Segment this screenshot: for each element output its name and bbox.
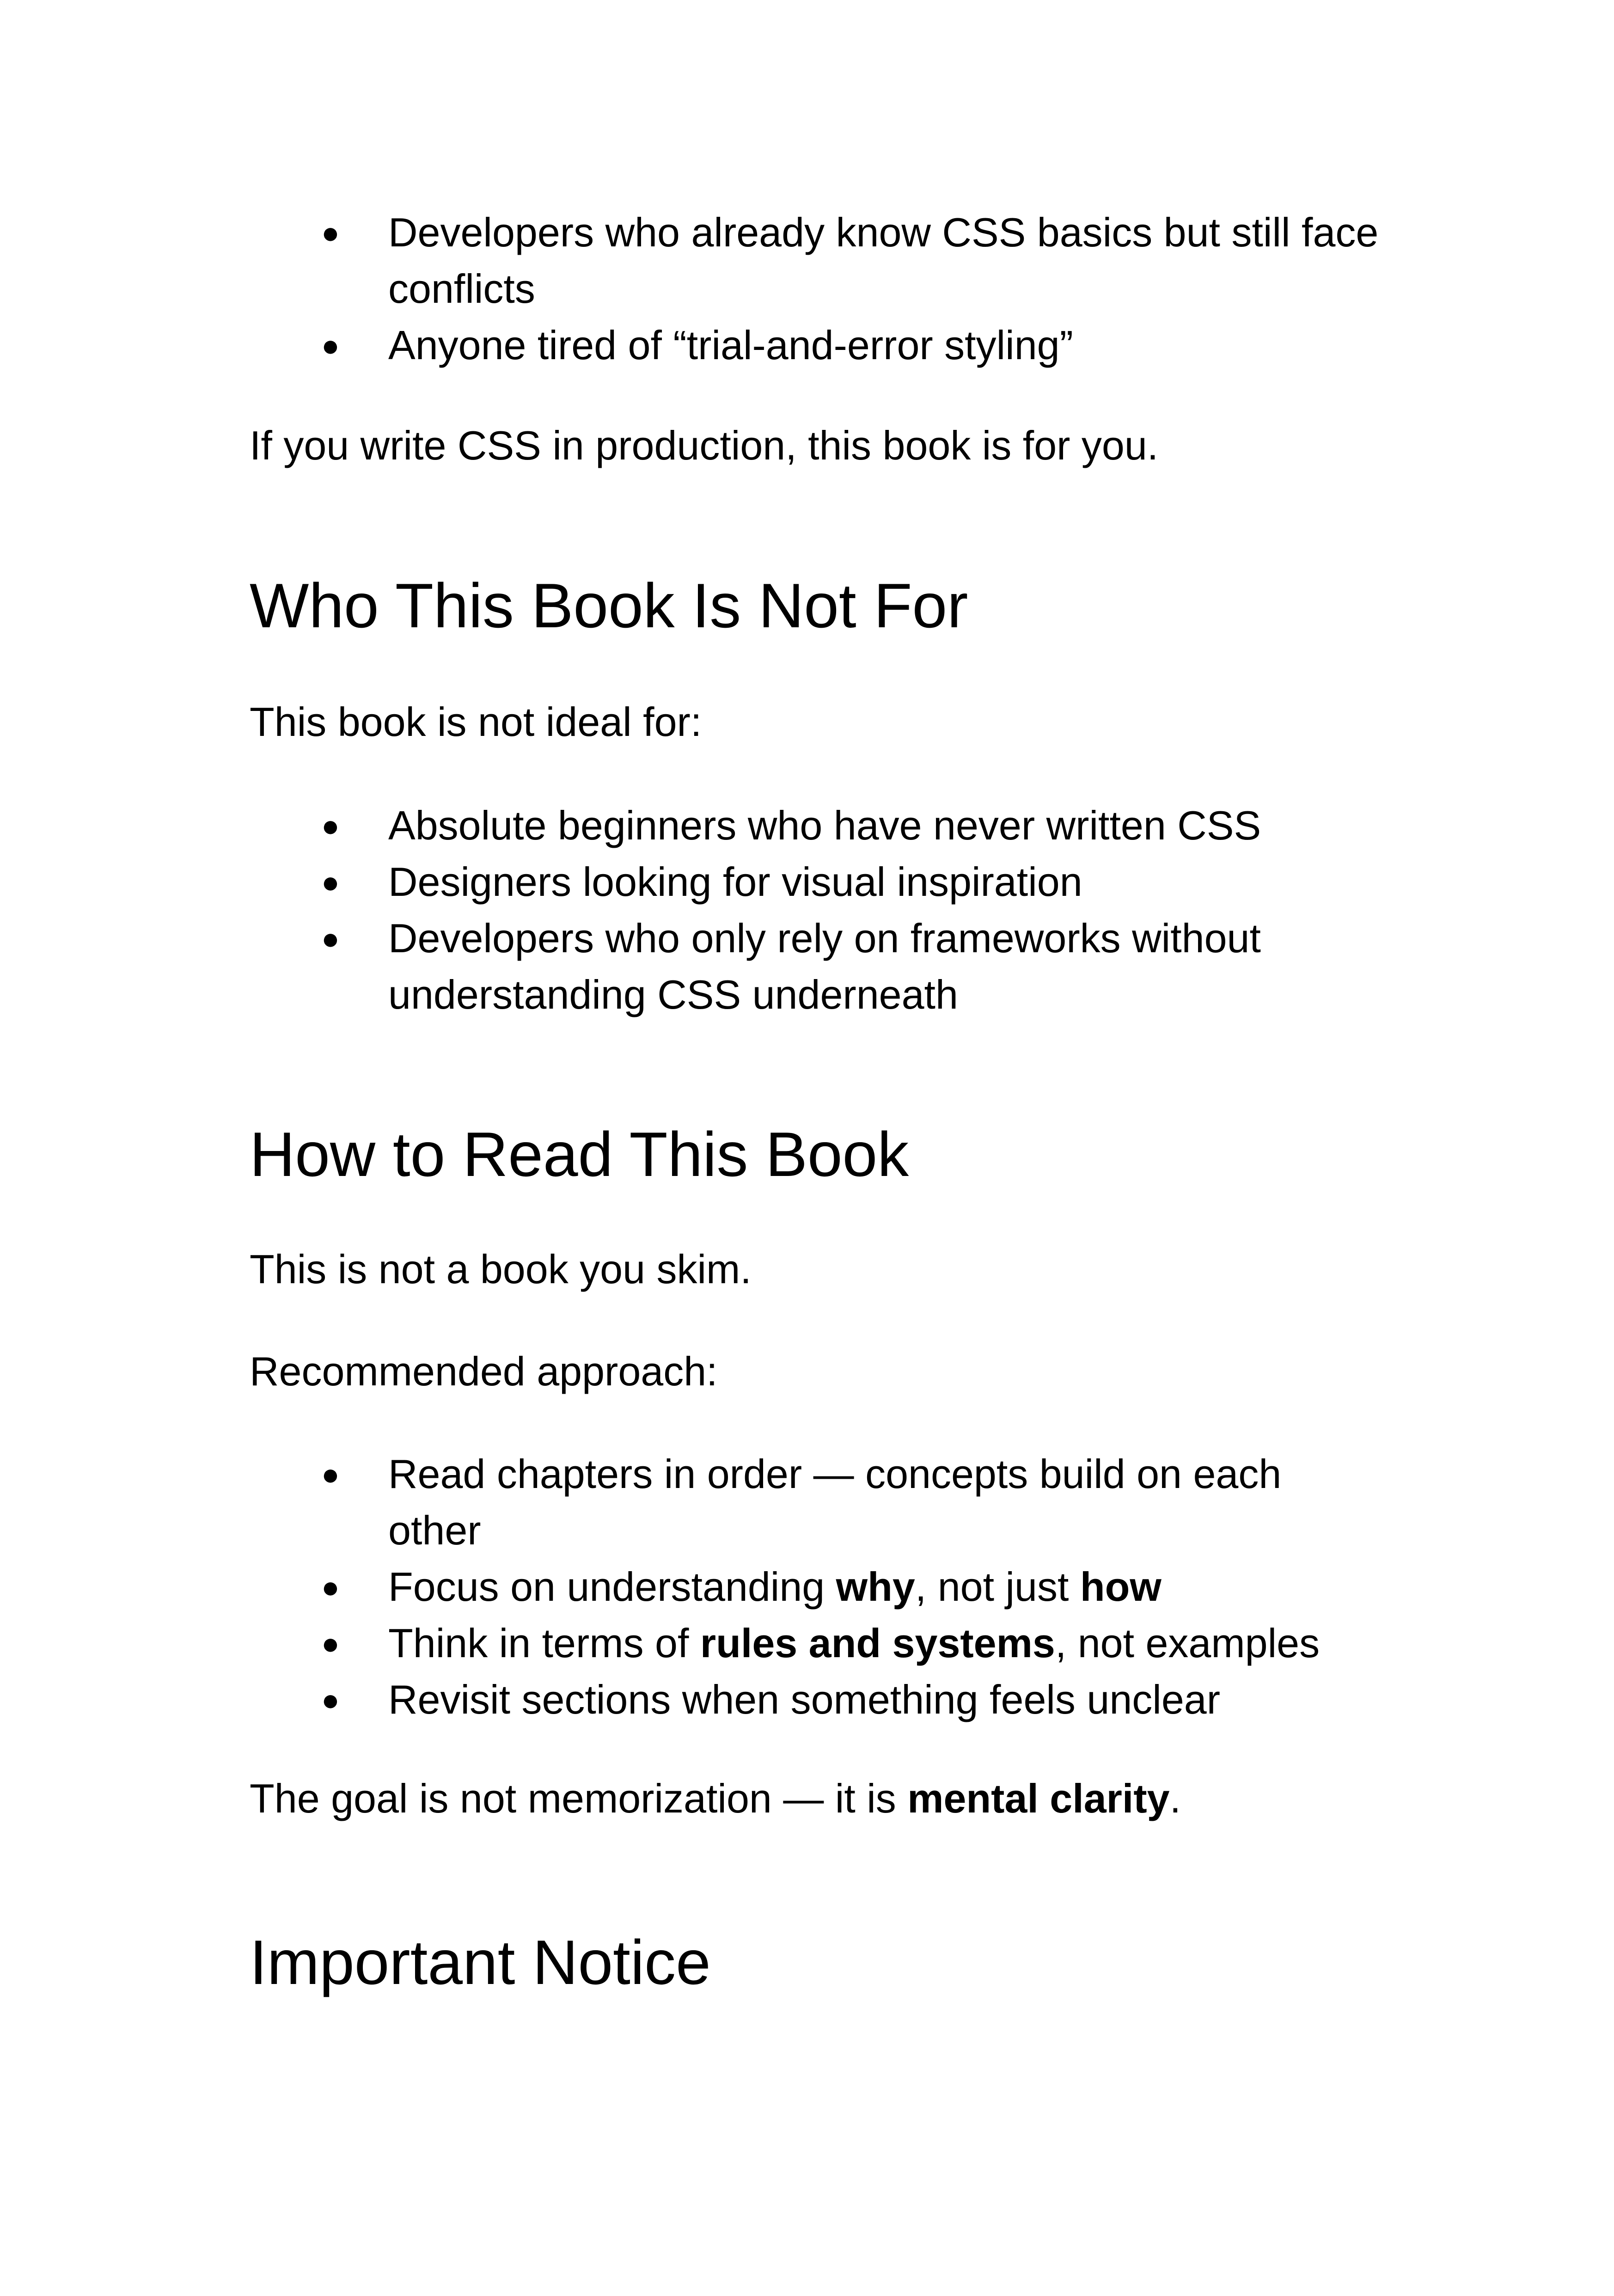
list-item [250,1671,1382,1728]
emphasis-rules-systems: rules and systems [700,1620,1055,1666]
for-you-paragraph: If you write CSS in production, this book is for you. [250,422,1159,468]
list-item-text: Revisit sections when something feels unclear [388,1677,1221,1722]
bullet-icon: ● [321,865,340,899]
list-item [250,1446,1382,1559]
heading-not-for: Who This Book Is Not For [250,570,968,641]
list-item [250,204,1382,317]
list-item-text-a: Focus on understanding [388,1564,836,1610]
heading-important-notice: Important Notice [250,1927,711,1997]
approach-label: Recommended approach: [250,1348,718,1394]
bullet-icon: ● [321,921,340,955]
list-item [250,797,1382,854]
bullet-icon: ● [321,1683,340,1717]
audience-list [250,204,1382,373]
list-item-text-b: , not examples [1055,1620,1320,1666]
bullet-icon: ● [321,1626,340,1660]
list-item-text-b: , not just [915,1564,1080,1610]
how-to-read-intro: This is not a book you skim. [250,1246,752,1292]
bullet-icon: ● [321,1570,340,1604]
bullet-icon: ● [321,328,340,362]
not-for-list [250,797,1382,1023]
list-item [250,317,1382,373]
goal-paragraph [250,1770,1382,1827]
emphasis-mental-clarity: mental clarity [907,1776,1170,1821]
goal-end: . [1169,1776,1181,1821]
bullet-icon: ● [321,808,340,843]
emphasis-why: why [836,1564,915,1610]
list-item-text: Read chapters in order — concepts build on each other [388,1451,1282,1553]
list-item [250,1615,1382,1671]
list-item-text: Anyone tired of “trial-and-error styling” [388,322,1073,368]
list-item-text-a: Think in terms of [388,1620,700,1666]
list-item-text: Developers who already know CSS basics but still face conflicts [388,209,1379,312]
list-item-text: Absolute beginners who have never written CSS [388,802,1261,848]
goal-text: The goal is not memorization — it is [250,1776,908,1821]
bullet-icon: ● [321,1457,340,1491]
approach-list [250,1446,1382,1728]
list-item-text: Designers looking for visual inspiration [388,859,1082,905]
list-item-text: Developers who only rely on frameworks without understanding CSS underneath [388,915,1261,1017]
list-item [250,854,1382,910]
heading-how-to-read: How to Read This Book [250,1119,909,1189]
list-item [250,1559,1382,1615]
bullet-icon: ● [321,215,340,250]
list-item [250,910,1382,1023]
not-for-intro: This book is not ideal for: [250,699,702,745]
emphasis-how: how [1080,1564,1162,1610]
